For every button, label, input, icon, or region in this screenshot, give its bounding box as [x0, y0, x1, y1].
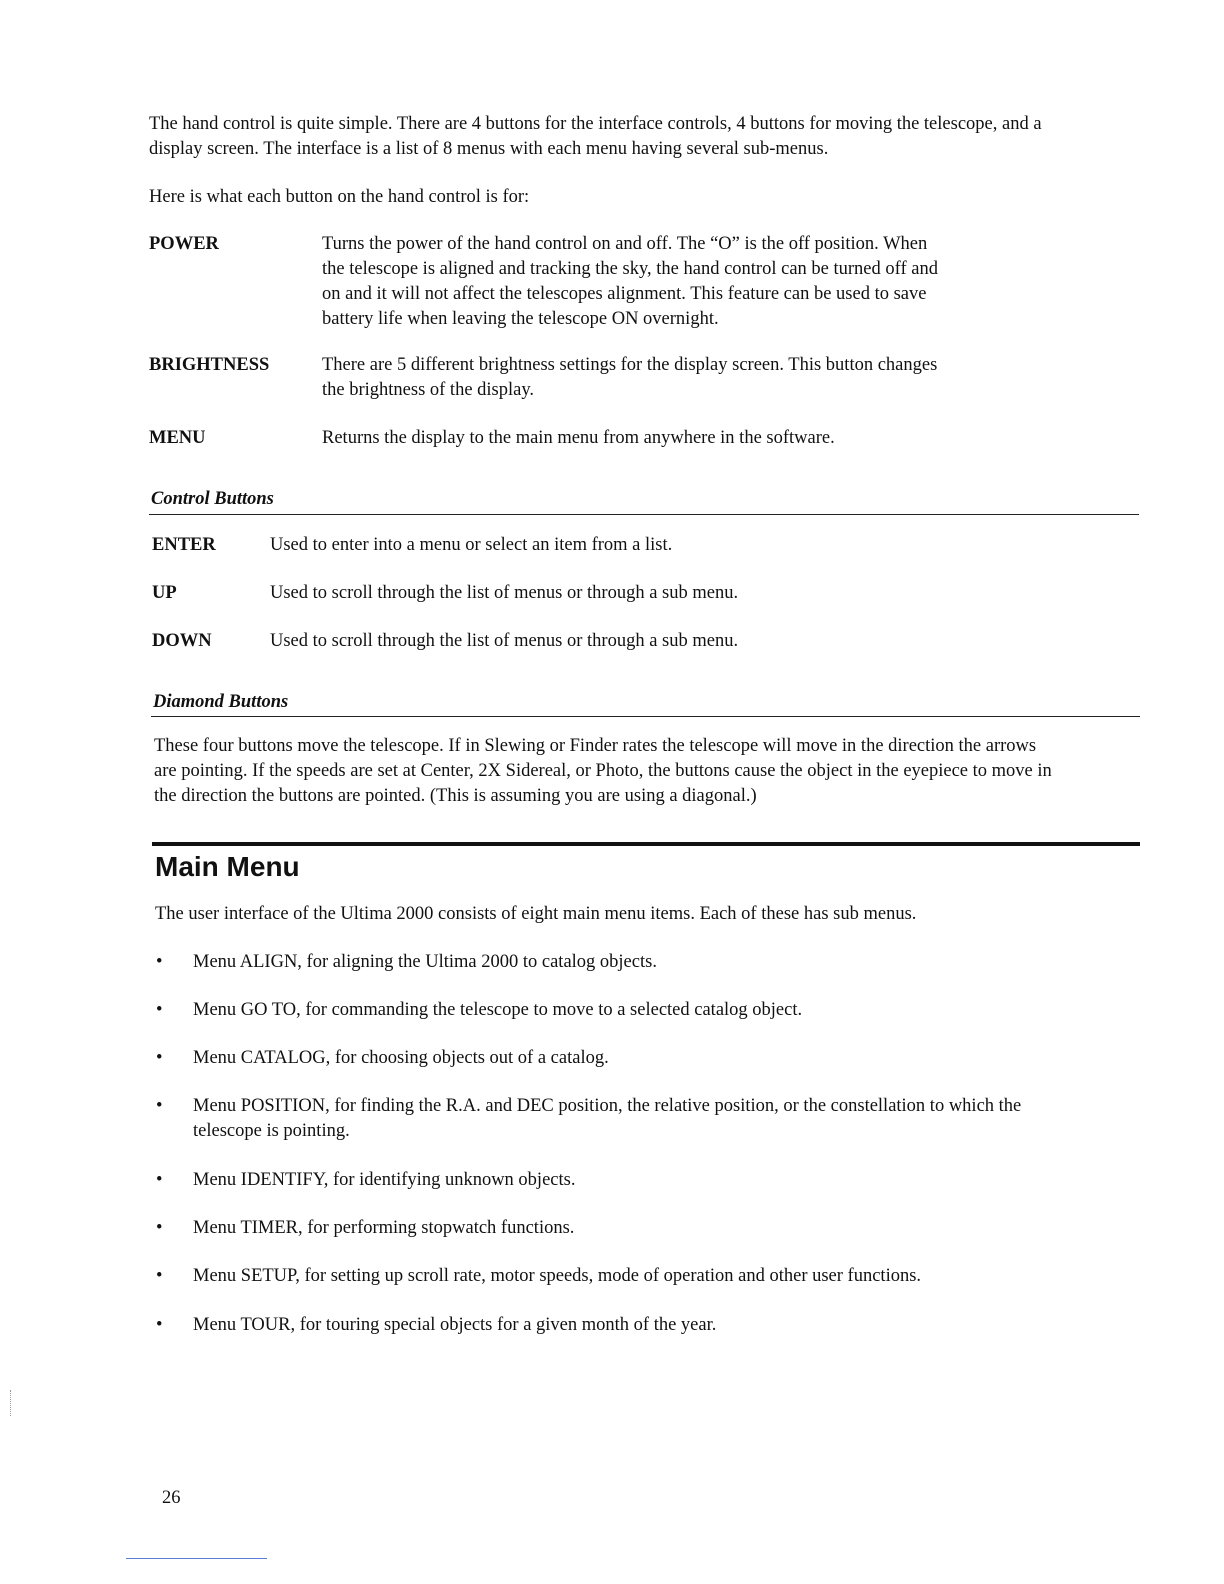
list-item-text: [193, 1046, 1133, 1071]
list-item-line: Menu CATALOG, for choosing objects out of a catalog.: [193, 1048, 609, 1068]
desc-down: Used to scroll through the list of menus or through a sub menu.: [270, 631, 739, 651]
term-power: POWER: [149, 234, 219, 254]
intro-line-1: The hand control is quite simple. There are 4 buttons for the interface controls, 4 buttons for moving the telescope, and a: [149, 114, 1042, 134]
main-menu-intro: The user interface of the Ultima 2000 consists of eight main menu items. Each of these has sub menus.: [155, 904, 917, 924]
paragraph-line: These four buttons move the telescope. If in Slewing or Finder rates the telescope will move in the direction the arrows: [154, 736, 1037, 756]
list-item-text: [193, 1168, 1133, 1193]
list-item-text: [193, 998, 1133, 1023]
main-menu-title: Main Menu: [155, 851, 300, 882]
paragraph-line: the direction the buttons are pointed. (This is assuming you are using a diagonal.): [154, 786, 757, 806]
list-item-text: [193, 1313, 1133, 1338]
desc-line: battery life when leaving the telescope ON overnight.: [322, 309, 719, 329]
list-item-line: Menu SETUP, for setting up scroll rate, motor speeds, mode of operation and other user functions.: [193, 1266, 922, 1286]
term-up: UP: [152, 583, 177, 603]
desc-menu: [322, 426, 1012, 451]
desc-line: There are 5 different brightness settings for the display screen. This button changes: [322, 355, 938, 375]
bullet-icon: •: [156, 1170, 163, 1190]
section-rule: [152, 842, 1140, 846]
desc-up: Used to scroll through the list of menus or through a sub menu.: [270, 583, 739, 603]
page-number: 26: [162, 1488, 181, 1508]
term-down: DOWN: [152, 631, 212, 651]
scan-margin-marks: [10, 1390, 13, 1416]
intro-line-2: display screen. The interface is a list of 8 menus with each menu having several sub-menus.: [149, 139, 829, 159]
bullet-icon: •: [156, 1218, 163, 1238]
desc-brightness: [322, 353, 1012, 403]
intro-paragraph: [149, 112, 1139, 162]
heading-rule: [149, 514, 1139, 515]
bullet-icon: •: [156, 1000, 163, 1020]
footnote-rule: [126, 1558, 267, 1559]
diamond-buttons-paragraph: [154, 734, 1144, 809]
desc-line: the brightness of the display.: [322, 380, 535, 400]
list-item-line: telescope is pointing.: [193, 1121, 350, 1141]
list-item-text: [193, 1264, 1133, 1289]
bullet-icon: •: [156, 1266, 163, 1286]
list-item-text: [193, 950, 1133, 975]
desc-line: on and it will not affect the telescopes alignment. This feature can be used to save: [322, 284, 927, 304]
diamond-buttons-heading: Diamond Buttons: [153, 692, 289, 712]
bullet-icon: •: [156, 1048, 163, 1068]
desc-line: the telescope is aligned and tracking the sky, the hand control can be turned off and: [322, 259, 938, 279]
desc-line: Turns the power of the hand control on and off. The “O” is the off position. When: [322, 234, 928, 254]
bullet-icon: •: [156, 1315, 163, 1335]
term-enter: ENTER: [152, 535, 216, 555]
desc-power: [322, 232, 1012, 332]
heading-rule: [151, 716, 1140, 717]
list-item-line: Menu GO TO, for commanding the telescope to move to a selected catalog object.: [193, 1000, 803, 1020]
list-item-line: Menu TIMER, for performing stopwatch functions.: [193, 1218, 575, 1238]
intro-lead-in: Here is what each button on the hand control is for:: [149, 187, 530, 207]
desc-enter: Used to enter into a menu or select an item from a list.: [270, 535, 673, 555]
bullet-icon: •: [156, 1096, 163, 1116]
list-item-line: Menu TOUR, for touring special objects for a given month of the year.: [193, 1315, 717, 1335]
desc-line: Returns the display to the main menu from anywhere in the software.: [322, 428, 835, 448]
term-brightness: BRIGHTNESS: [149, 355, 270, 375]
list-item-line: Menu ALIGN, for aligning the Ultima 2000 to catalog objects.: [193, 952, 657, 972]
list-item-line: Menu POSITION, for finding the R.A. and DEC position, the relative position, or the constellation to which the: [193, 1096, 1022, 1116]
bullet-icon: •: [156, 952, 163, 972]
list-item-text: [193, 1216, 1133, 1241]
term-menu: MENU: [149, 428, 206, 448]
paragraph-line: are pointing. If the speeds are set at Center, 2X Sidereal, or Photo, the buttons cause the object in the eyepiece to move in: [154, 761, 1052, 781]
control-buttons-heading: Control Buttons: [151, 489, 274, 509]
list-item-text: [193, 1094, 1133, 1144]
list-item-line: Menu IDENTIFY, for identifying unknown objects.: [193, 1170, 576, 1190]
